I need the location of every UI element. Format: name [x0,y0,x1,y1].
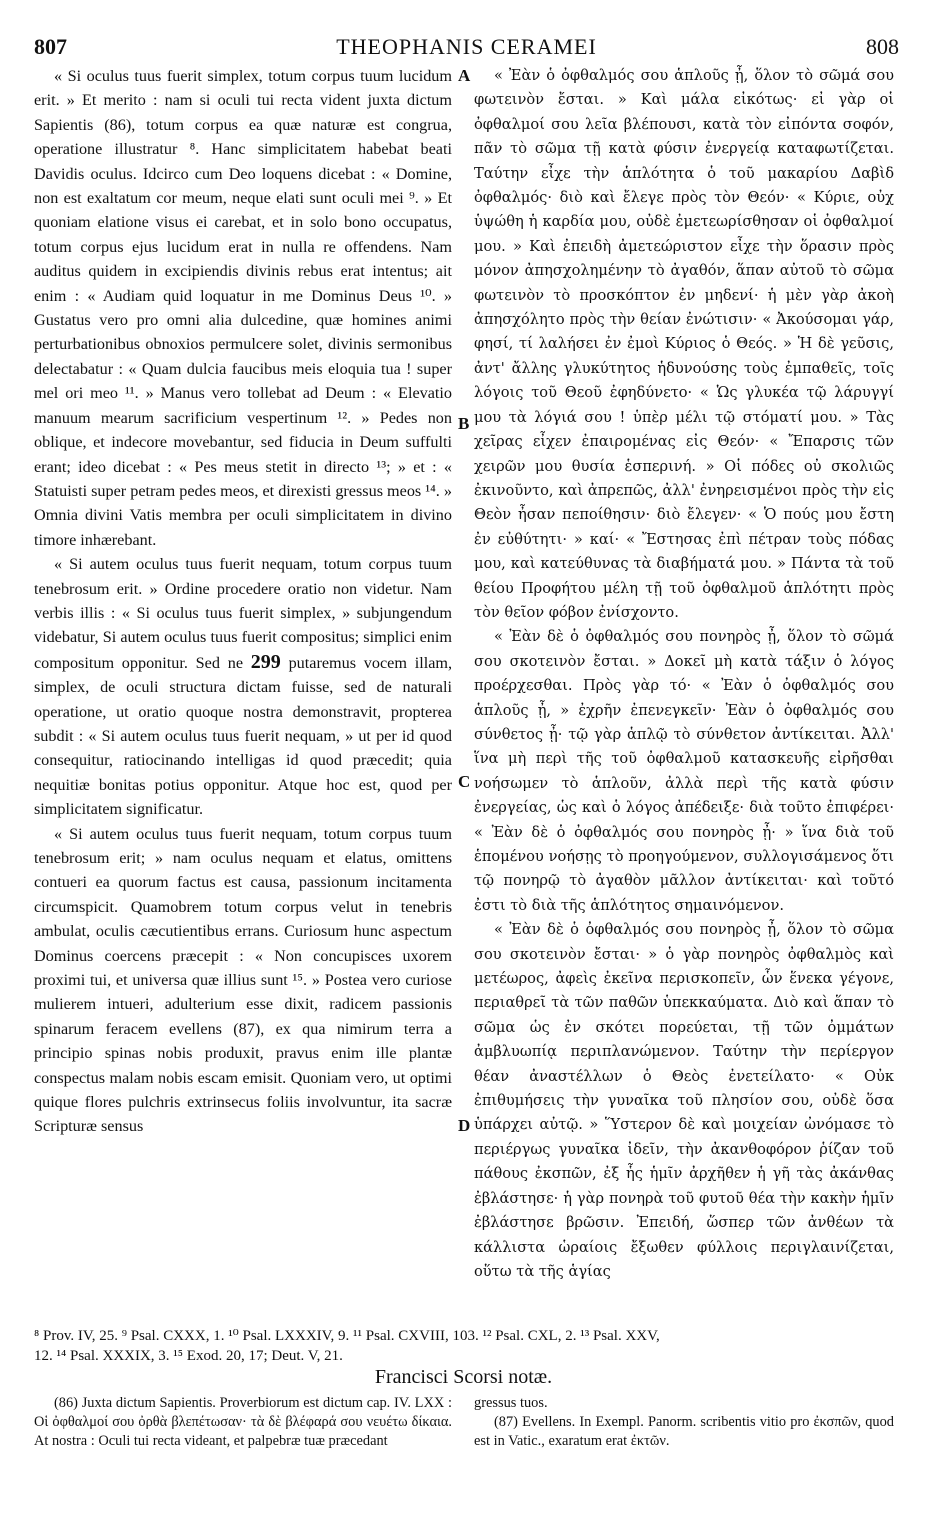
margin-marker-d: D [458,1116,471,1135]
scripture-references [34,1326,904,1366]
page-number-right: 808 [866,34,899,59]
original-page-number: 299 [250,650,281,673]
latin-paragraph: « Si autem oculus tuus fuerit nequam, totum corpus tuum tenebrosum erit; » nam oculus nequam et elatus, omittens contueri ea quorum factus est causa, passionum incitamenta circumspicit. Quamobrem totum corpus velut in tenebris ambulat, oculis cæcutientibus errans. Curiosum hunc aspectum Dominus coercens præcepit : « Non concupisces uxorem proximi tui, et universa quæ illius sunt ¹⁵. » Postea vero curiose mulierem intueri, adulterium esse dixit, radicem passionis spinarum feracem evellens (87), ex qua nimirum terra a principio spinas nobis produxit, pravus enim ille plantæ conspectus malam nobis escam emisit. Quoniam vero, ut optimi quique flores pulchris extrinsecus foliis involvuntur, ita sacræ Scripturæ sensus [34,824,452,1136]
running-title: THEOPHANIS CERAMEI [336,34,597,59]
margin-marker-b: B [458,414,470,433]
references-line: ⁸ Prov. IV, 25. ⁹ Psal. CXXX, 1. ¹⁰ Psal. LXXXIV, 9. ¹¹ Psal. CXVIII, 103. ¹² Psal. CXL, 2. ¹³ Psal. XXV, [34,1328,660,1344]
note-text: (87) Evellens. In Exempl. Panorm. scribentis vitio pro ἐκσπῶν, quod est in Vatic., exaratum erat ἐκτῶν. [474,1414,894,1449]
note-87 [474,1394,894,1451]
references-line: 12. ¹⁴ Psal. XXXIX, 3. ¹⁵ Exod. 20, 17; Deut. V, 21. [34,1348,343,1364]
note-text: (86) Juxta dictum Sapientis. Proverbiorum est dictum cap. IV. LXX : Οἱ ὀφθαλμοί σου ὀρθὰ βλεπέτωσαν· τὰ δὲ βλέφαρά σου νευέτω δίκαια. At nostra : Oculi tui recta videant, et palpebræ tuæ præcedant [34,1395,452,1449]
greek-paragraph: « Ἐὰν δὲ ὁ ὀφθαλμός σου πονηρὸς ᾖ, ὅλον τὸ σῶμα σου σκοτεινὸν ἔσται· » ὁ γὰρ πονηρὸς ὀφθαλμὸς καὶ μετέωρος, ἀφεὶς ἐκεῖνα περισκοπεῖν, ὧν ἕνεκα γέγονε, περιαθρεῖ τὰ τῶν παθῶν ὑπεκκαύματα. Διὸ καὶ ἅπαν τὸ σῶμα ὡς ἐν σκότει πορεύεται, τῇ τῶν ὀμμάτων ἀμβλυωπίᾳ περιπλανώμενον. Ταύτην τὴν περίεργον θέαν ἀναστέλλων ὁ Θεὸς ἐνετείλατο· « Οὐκ ἐπιθυμήσεις τὴν γυναῖκα τοῦ πλησίον σου, οὐδὲ ὅσα ὑπάρχει αὐτῷ. » Ὕστερον δὲ καὶ μοιχείαν ὠνόμασε τὸ περιέργως γυναῖκα ἰδεῖν, τὴν ἀκανθοφόρον ῥίζαν τοῦ πάθους ἐκσπῶν, ἐξ ἧς ἡμῖν ἀρχῆθεν ἡ γῆ τὰς ἀκάνθας ἐβλάστησε· ἡ γὰρ πονηρὰ τοῦ φυτοῦ θέα τὴν κακὴν ἡμῖν ἐβλάστησε βρῶσιν. Ἐπειδή, ὥσπερ τῶν ἀνθέων τὰ κάλλιστα ὡραίοις ἔξωθεν φύλλοις περιγλαινίζεται, οὕτω τὰ τῆς ἁγίας [474,921,894,1280]
latin-paragraph-text: « Si autem oculus tuus fuerit nequam, totum corpus tuum tenebrosum erit. » Ordine procedere oratio non videtur. Nam verbis illis : « Si oculus tuus fuerit simplex, » subjungendum videbatur, Si autem oculus tuus fuerit compositus; simplici enim compositum opponitur. Sed ne [34,555,452,672]
latin-paragraph-text: putaremus vocem illam, simplex, de oculi structura dictam fuisse, sed de naturali operatione, ut oratio quoque nostra demonstravit, propterea subdit : « Si autem oculus tuus fuerit nequam, » ut per id quod consequitur, ratiocinando intelligas id quod præcedit; quia nequitiæ bonitas potius opponitur. Atque hoc est, quod per simplicitatem significatur. [34,653,453,819]
note-86 [34,1394,452,1451]
running-header [34,34,899,60]
latin-paragraph [34,552,452,821]
greek-paragraph: « Ἐὰν ὁ ὀφθαλμός σου ἁπλοῦς ᾖ, ὅλον τὸ σῶμά σου φωτεινὸν ἔσται. » Καὶ μάλα εἰκότως· εἰ γὰρ οἱ ὀφθαλμοί σου λεῖα βλέπουσι, κατὰ τὸν εἰπόντα σοφόν, πᾶν τὸ σῶμα τῇ κατὰ φύσιν ἐνεργείᾳ καταφωτίζεται. Ταύτην εἶχε τὴν ἁπλότητα ὁ τοῦ μακαρίου Δαβὶδ ὀφθαλμός· διὸ καὶ ἔλεγε πρὸς τὸν Θεόν· « Κύριε, οὐχ ὑψώθη ἡ καρδία μου, οὐδὲ ἐμετεωρίσθησαν οἱ ὀφθαλμοί μου. » Καὶ ἐπειδὴ ἀμετεώριστον εἶχε τὴν ὅρασιν πρὸς μόνον ἀπησχολημένην τὸ ἀγαθόν, ἅπαν αὐτοῦ τὸ σῶμα φωτεινὸν τὸ προσκόπτον ἐν μηδενί· ἡ μὲν γὰρ ἀκοὴ ἀπησχόλητο πρὸς τὴν θείαν ἐνώτισιν· « Ἀκούσομαι γάρ, φησί, τί λαλήσει ἐν ἐμοὶ Κύριος ὁ Θεός. » Ἡ δὲ γεῦσις, ἀντ' ἄλλης γλυκύτητος ἡδυνούσης τοὺς ἐμπαθεῖς, τοῖς λόγοις τοῦ Θεοῦ ἐφηδύνετο· « Ὡς γλυκέα τῷ λάρυγγί μου τὰ λόγιά σου ! ὑπὲρ μέλι τῷ στόματί μου. » Τὰς χεῖρας εἶχεν ἐπαιρομένας εἰς Θεόν· « Ἔπαρσις τῶν χειρῶν μου θυσία ἑσπερινή. » Οἱ πόδες οὐ σκολιῶς ἐκινοῦντο, καὶ ἀπρεπῶς, ἀλλ' ἐνηρεισμένοι πρὸς τὴν εἰς Θεὸν ἦσαν πεποίθησιν· διὸ ἔλεγεν· « Ὁ πούς μου ἔστη ἐν εὐθύτητι· » καί· « Ἔστησας ἐπὶ πέτραν τοὺς πόδας μου, καὶ κατεύθυνας τὰ διαβήματά μου. » Πάντα τὰ τοῦ θείου Προφήτου μέλη τῇ τοῦ ὀφθαλμοῦ ἁπλότητι πρὸς τὸν θεῖον φόβον ἐνίσχοντο. [474,67,894,621]
latin-column [34,64,452,1139]
notes-heading: Francisci Scorsi notæ. [374,1366,553,1388]
greek-paragraph: « Ἐὰν δὲ ὁ ὀφθαλμός σου πονηρὸς ᾖ, ὅλον τὸ σῶμά σου σκοτεινὸν ἔσται. » Δοκεῖ μὴ κατὰ τάξιν ὁ λόγος προέρχεσθαι. Πρὸς γὰρ τό· « Ἐὰν ὁ ὀφθαλμός σου ἁπλοῦς ᾖ, » ἐχρῆν ἐπενεγκεῖν· Ἐὰν ὁ ὀφθαλμός σου σύνθετος ᾖ· τῷ γὰρ ἁπλῷ τὸ σύνθετον ἀντίκειται. Ἀλλ' ἵνα μὴ περὶ τῆς τοῦ ὀφθαλμοῦ κατασκευῆς εἰρῆσθαι νοήσωμεν τὸ ἁπλοῦν, ἀλλὰ περὶ τῆς κατὰ φύσιν ἐνεργείας, ὡς καὶ ὁ λόγος ἀπέδειξε· διὰ τοῦτο ἐπιφέρει· « Ἐὰν δὲ ὁ ὀφθαλμός σου πονηρὸς ᾖ· » ἵνα διὰ τοῦ ἑπομένου νοήσῃς τὸ προηγούμενον, συλλογισάμενος ὅτι τῷ πονηρῷ τὸ ἀγαθὸν μᾶλλον ἀντίκειται· καὶ τοῦτό ἐστι τὸ διὰ τῆς ἁπλότητος σημαινόμενον. [474,628,894,914]
margin-marker-a: A [458,66,471,85]
latin-paragraph: « Si oculus tuus fuerit simplex, totum corpus tuum lucidum erit. » Et merito : nam si oculi tui recta vident juxta dictum Sapientis (86), totum corpus ea quæ naturæ est congrua, operatione illustratur ⁸. Hanc simplicitatem habebat beati Davidis oculus. Idcirco cum Deo loquens dicebat : « Domine, non est exaltatum cor meum, neque elati sunt oculi mei ⁹. » Et quoniam elatione visus ei carebat, et in solo bono occupatus, totum corpus ejus lucidum erat in nulla re offendens. Nam auditus quidem in excipiendis divinis rebus erat intentus; ait enim : « Audiam quid loquatur in me Dominus Deus ¹⁰. » Gustatus vero pro omni alia dulcedine, quæ homines animi perturbationibus obnoxios permulcere solet, divinis sermonibus delectabatur : « Quam dulcia faucibus meis eloquia tua ! super mel ori meo ¹¹. » Manus vero tollebat ad Deum : « Elevatio manuum mearum sacrificium vespertinum ¹². » Pedes non oblique, et indecore movebantur, sed fiducia in Deum suffulti erant; ideo dicebat : « Pes meus stetit in directo ¹³; » et : « Statuisti super petram pedes meos, et direxisti gressus meos ¹⁴. » Omnia divini Vatis membra per oculi simplicitatem in divino timore inhærebant. [34,67,452,549]
page-number-left: 807 [34,34,67,59]
margin-marker-c: C [458,772,471,791]
note-continuation: gressus tuos. [474,1395,548,1411]
greek-column [474,64,894,1284]
